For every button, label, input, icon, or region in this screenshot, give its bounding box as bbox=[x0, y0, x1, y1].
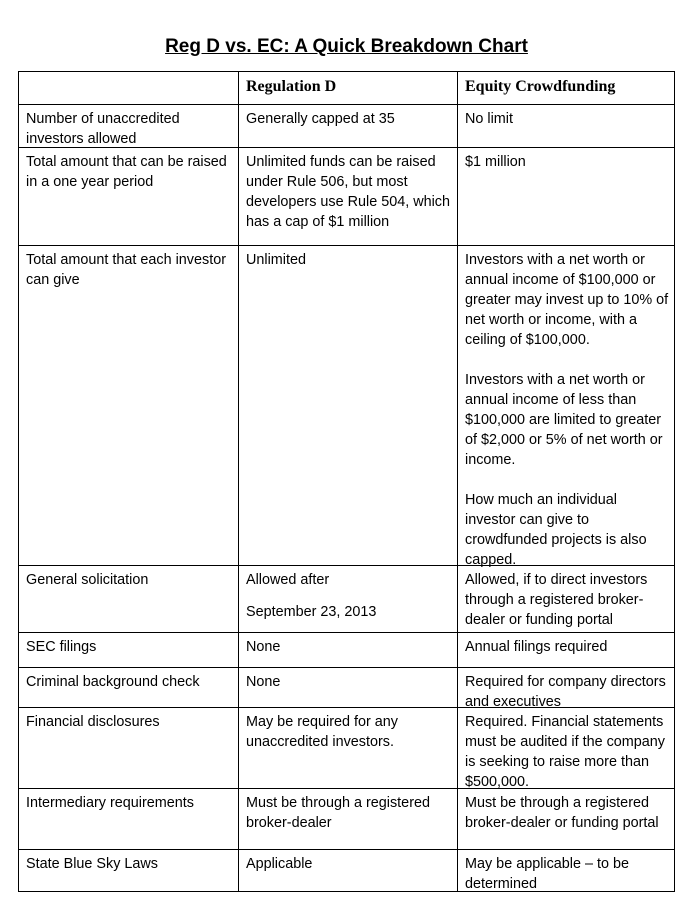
ec-cell: No limit bbox=[465, 111, 513, 127]
table-row bbox=[19, 632, 674, 667]
reg-d-line: September 23, 2013 bbox=[246, 604, 377, 620]
table-row bbox=[19, 707, 674, 788]
row-label: Total amount that can be raised in a one year period bbox=[19, 148, 239, 245]
ec-cell: Must be through a registered broker-dealer or funding portal bbox=[465, 795, 659, 831]
comparison-table bbox=[18, 71, 675, 892]
reg-d-cell: May be required for any unaccredited investors. bbox=[239, 708, 458, 788]
row-label: SEC filings bbox=[19, 633, 239, 667]
table-row bbox=[19, 849, 674, 891]
table-row bbox=[19, 565, 674, 632]
ec-cell: Required for company directors and executives bbox=[465, 674, 666, 710]
row-label: Number of unaccredited investors allowed bbox=[19, 105, 239, 147]
ec-cell: May be applicable – to be determined bbox=[465, 856, 630, 892]
ec-paragraph: How much an individual investor can give to crowdfunded projects is also capped. bbox=[465, 492, 647, 568]
table-row bbox=[19, 667, 674, 710]
table-header-row bbox=[19, 72, 674, 104]
row-label: General solicitation bbox=[19, 566, 239, 632]
ec-cell: Allowed, if to direct investors through a registered broker-dealer or funding portal bbox=[465, 572, 648, 628]
table-row bbox=[19, 104, 674, 147]
table-row bbox=[19, 788, 674, 849]
table-row bbox=[19, 147, 674, 245]
reg-d-cell: None bbox=[239, 633, 458, 667]
reg-d-cell: None bbox=[239, 668, 458, 707]
page-title: Reg D vs. EC: A Quick Breakdown Chart bbox=[165, 36, 528, 57]
row-label: Total amount that each investor can give bbox=[19, 246, 239, 565]
header-cell-blank bbox=[19, 72, 239, 104]
reg-d-cell: Unlimited bbox=[239, 246, 458, 565]
reg-d-cell: Must be through a registered broker-dealer bbox=[239, 789, 458, 849]
header-cell-regulation-d: Regulation D bbox=[239, 72, 458, 104]
row-label: Financial disclosures bbox=[19, 708, 239, 788]
row-label: Intermediary requirements bbox=[19, 789, 239, 849]
reg-d-line: Allowed after bbox=[246, 572, 330, 588]
row-label: Criminal background check bbox=[19, 668, 239, 707]
row-label: State Blue Sky Laws bbox=[19, 850, 239, 891]
reg-d-cell bbox=[239, 566, 458, 632]
reg-d-cell: Unlimited funds can be raised under Rule 506, but most developers use Rule 504, which has a cap of $1 million bbox=[239, 148, 458, 245]
reg-d-cell: Generally capped at 35 bbox=[239, 105, 458, 147]
ec-cell: Required. Financial statements must be audited if the company is seeking to raise more than $500,000. bbox=[465, 714, 665, 790]
ec-cell: Annual filings required bbox=[465, 639, 608, 655]
ec-paragraph: Investors with a net worth or annual income of $100,000 or greater may invest up to 10% of net worth or income, with a ceiling of $100,000. bbox=[465, 252, 669, 348]
reg-d-cell: Applicable bbox=[239, 850, 458, 891]
header-cell-equity-crowdfunding: Equity Crowdfunding bbox=[465, 78, 616, 95]
table-row bbox=[19, 245, 674, 568]
ec-cell: $1 million bbox=[465, 154, 526, 170]
ec-cell bbox=[458, 246, 674, 568]
ec-paragraph: Investors with a net worth or annual income of less than $100,000 are limited to greater of $2,000 or 5% of net worth or income. bbox=[465, 372, 663, 468]
